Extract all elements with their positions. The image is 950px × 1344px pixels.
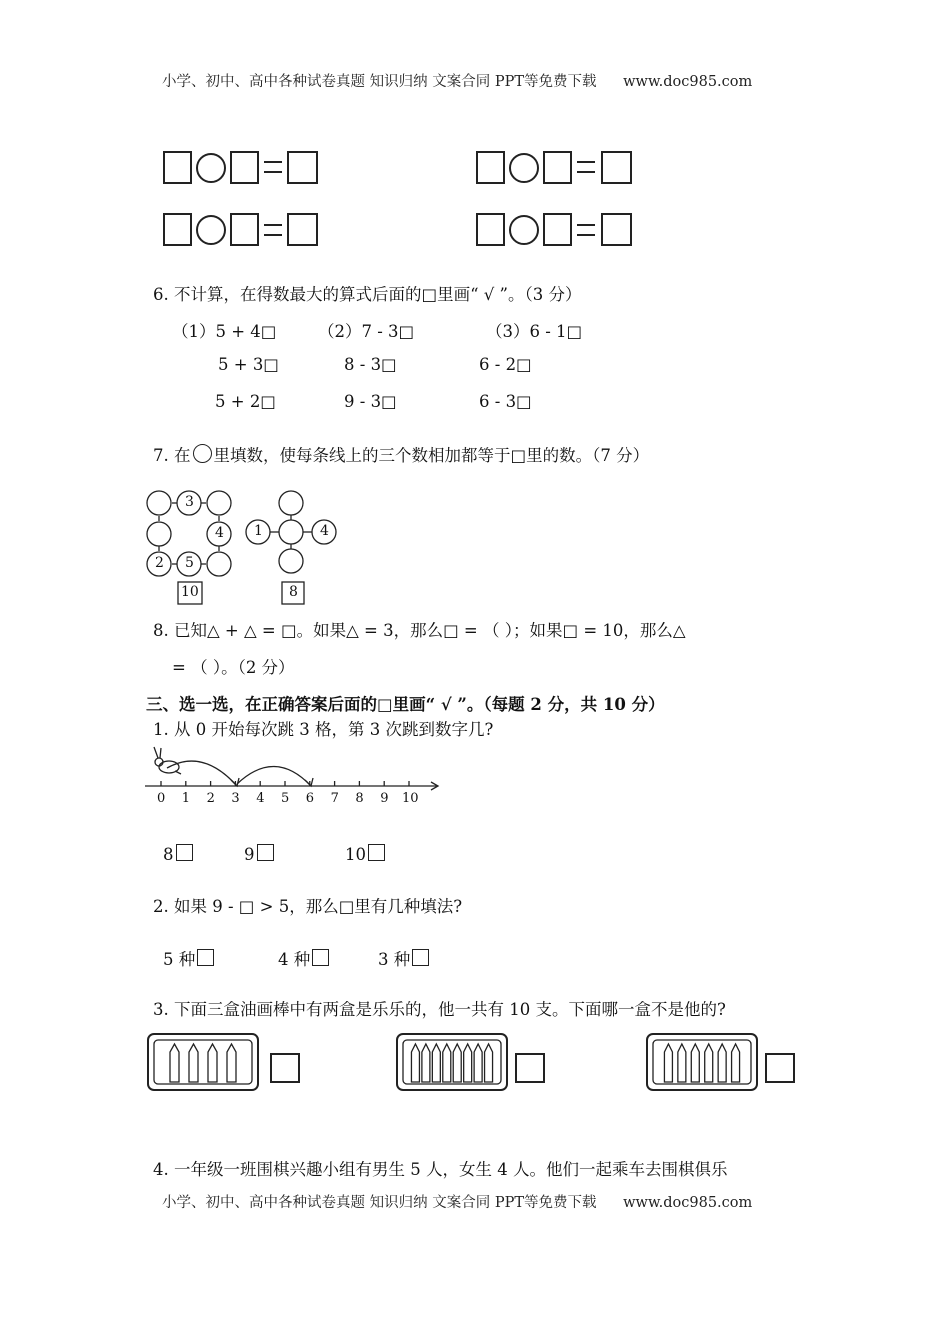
q7-fig1-circle-right: 4: [215, 525, 224, 541]
crayon-icon: [664, 1044, 672, 1082]
s1-option-1-label: 8: [163, 845, 174, 864]
answer-checkbox[interactable]: [271, 1054, 299, 1082]
q7-title: [153, 442, 649, 466]
s1-option-2-label: 9: [244, 845, 255, 864]
crayon-icon: [227, 1044, 236, 1082]
crayon-icon: [189, 1044, 198, 1082]
q8-line2: = （ ）。（2 分）: [172, 658, 295, 677]
crayon-icon: [691, 1044, 699, 1082]
q6-col2-row3: 9 - 3□: [344, 392, 397, 411]
crayon-icon: [170, 1044, 179, 1082]
q6-col3-row2: 6 - 2□: [479, 355, 532, 374]
number-line-label: 2: [206, 791, 215, 806]
q6-col3-row1: （3）6 - 1□: [486, 322, 583, 341]
footer-text: 小学、初中、高中各种试卷真题 知识归纳 文案合同 PPT等免费下载: [162, 1195, 597, 1211]
q6-title: 6. 不计算，在得数最大的算式后面的□里画“ √ ”。（3 分）: [153, 285, 582, 304]
crayon-icon: [732, 1044, 740, 1082]
number-line-label: 3: [231, 791, 240, 806]
s1-option-3-label: 10: [345, 845, 366, 864]
crayon-boxes-figure: [0, 1032, 950, 1102]
rabbit-icon: [154, 747, 181, 774]
checkbox[interactable]: [197, 949, 214, 966]
checkbox[interactable]: [368, 844, 385, 861]
crayon-icon: [208, 1044, 217, 1082]
crayon-icon: [432, 1044, 440, 1082]
crayon-icon: [705, 1044, 713, 1082]
number-line-label: 6: [305, 791, 315, 806]
s2-option-1[interactable]: [163, 946, 214, 970]
q6-col1-row2: 5 + 3□: [218, 355, 279, 374]
q7-fig2-circle-right: 4: [320, 523, 329, 539]
q6-col1-row1: （1）5 + 4□: [172, 322, 277, 341]
header-url: www.doc985.com: [623, 74, 753, 90]
q6-col2-row1: （2）7 - 3□: [318, 322, 415, 341]
s2-title: 2. 如果 9 - □ > 5，那么□里有几种填法?: [153, 897, 463, 916]
crayon-icon: [411, 1044, 419, 1082]
s3-title: 3. 下面三盒油画棒中有两盒是乐乐的，他一共有 10 支。下面哪一盒不是他的?: [153, 1000, 726, 1019]
crayon-icon: [485, 1044, 493, 1082]
q6-col1-row3: 5 + 2□: [215, 392, 276, 411]
number-line-label: 7: [330, 791, 339, 806]
q7-title-pre: 7. 在: [153, 446, 191, 465]
crayon-icon: [464, 1044, 472, 1082]
header-text: 小学、初中、高中各种试卷真题 知识归纳 文案合同 PPT等免费下载: [162, 74, 597, 90]
answer-checkbox[interactable]: [766, 1054, 794, 1082]
q7-fig1-sum: 10: [181, 584, 199, 600]
crayon-icon: [443, 1044, 451, 1082]
circle-icon: [193, 444, 212, 463]
section3-title: 三、选一选，在正确答案后面的□里画“ √ ”。（每题 2 分，共 10 分）: [146, 695, 665, 714]
crayon-box: [148, 1034, 258, 1090]
q7-fig2-sum: 8: [289, 584, 298, 600]
crayon-icon: [474, 1044, 482, 1082]
number-line-label: 4: [256, 791, 265, 806]
q7-fig1-circle-bottom: 5: [185, 555, 194, 571]
equation-shapes-figure: [0, 0, 950, 260]
number-line-label: 9: [380, 791, 389, 806]
checkbox[interactable]: [257, 844, 274, 861]
s2-option-3[interactable]: [378, 946, 429, 970]
crayon-icon: [678, 1044, 686, 1082]
checkbox[interactable]: [312, 949, 329, 966]
number-line-label: 8: [355, 791, 364, 806]
crayon-icon: [718, 1044, 726, 1082]
s1-option-3[interactable]: [345, 844, 385, 864]
s1-option-2[interactable]: [244, 844, 274, 864]
number-line-label: 5: [281, 791, 290, 806]
s1-title: 1. 从 0 开始每次跳 3 格，第 3 次跳到数字几?: [153, 720, 494, 739]
page-footer: [162, 1191, 752, 1212]
footer-url: www.doc985.com: [623, 1195, 753, 1211]
crayon-box: [397, 1034, 507, 1090]
q7-title-post: 里填数，使每条线上的三个数相加都等于□里的数。（7 分）: [213, 446, 650, 465]
crayon-icon: [453, 1044, 461, 1082]
checkbox[interactable]: [176, 844, 193, 861]
number-line-label: 10: [402, 791, 419, 806]
q8-line1: 8. 已知△ + △ = □。如果△ = 3，那么□ = （ ）；如果□ = 10，那么△: [153, 621, 686, 640]
q6-col2-row2: 8 - 3□: [344, 355, 397, 374]
q7-fig1-circle-bottomleft: 2: [155, 555, 164, 571]
q6-col3-row3: 6 - 3□: [479, 392, 532, 411]
s4-title: 4. 一年级一班围棋兴趣小组有男生 5 人，女生 4 人。他们一起乘车去围棋俱乐: [153, 1160, 728, 1179]
crayon-icon: [422, 1044, 430, 1082]
s2-option-2-label: 4 种: [278, 950, 311, 969]
s2-option-2[interactable]: [278, 946, 329, 970]
s1-option-1[interactable]: [163, 844, 193, 864]
q7-fig2-circle-left: 1: [254, 523, 263, 539]
s2-option-3-label: 3 种: [378, 950, 411, 969]
number-line-label: 1: [181, 791, 191, 806]
crayon-box: [647, 1034, 757, 1090]
answer-checkbox[interactable]: [516, 1054, 544, 1082]
number-line-label: 0: [157, 791, 166, 806]
s2-option-1-label: 5 种: [163, 950, 196, 969]
checkbox[interactable]: [412, 949, 429, 966]
q7-fig1-circle-top: 3: [185, 494, 194, 510]
